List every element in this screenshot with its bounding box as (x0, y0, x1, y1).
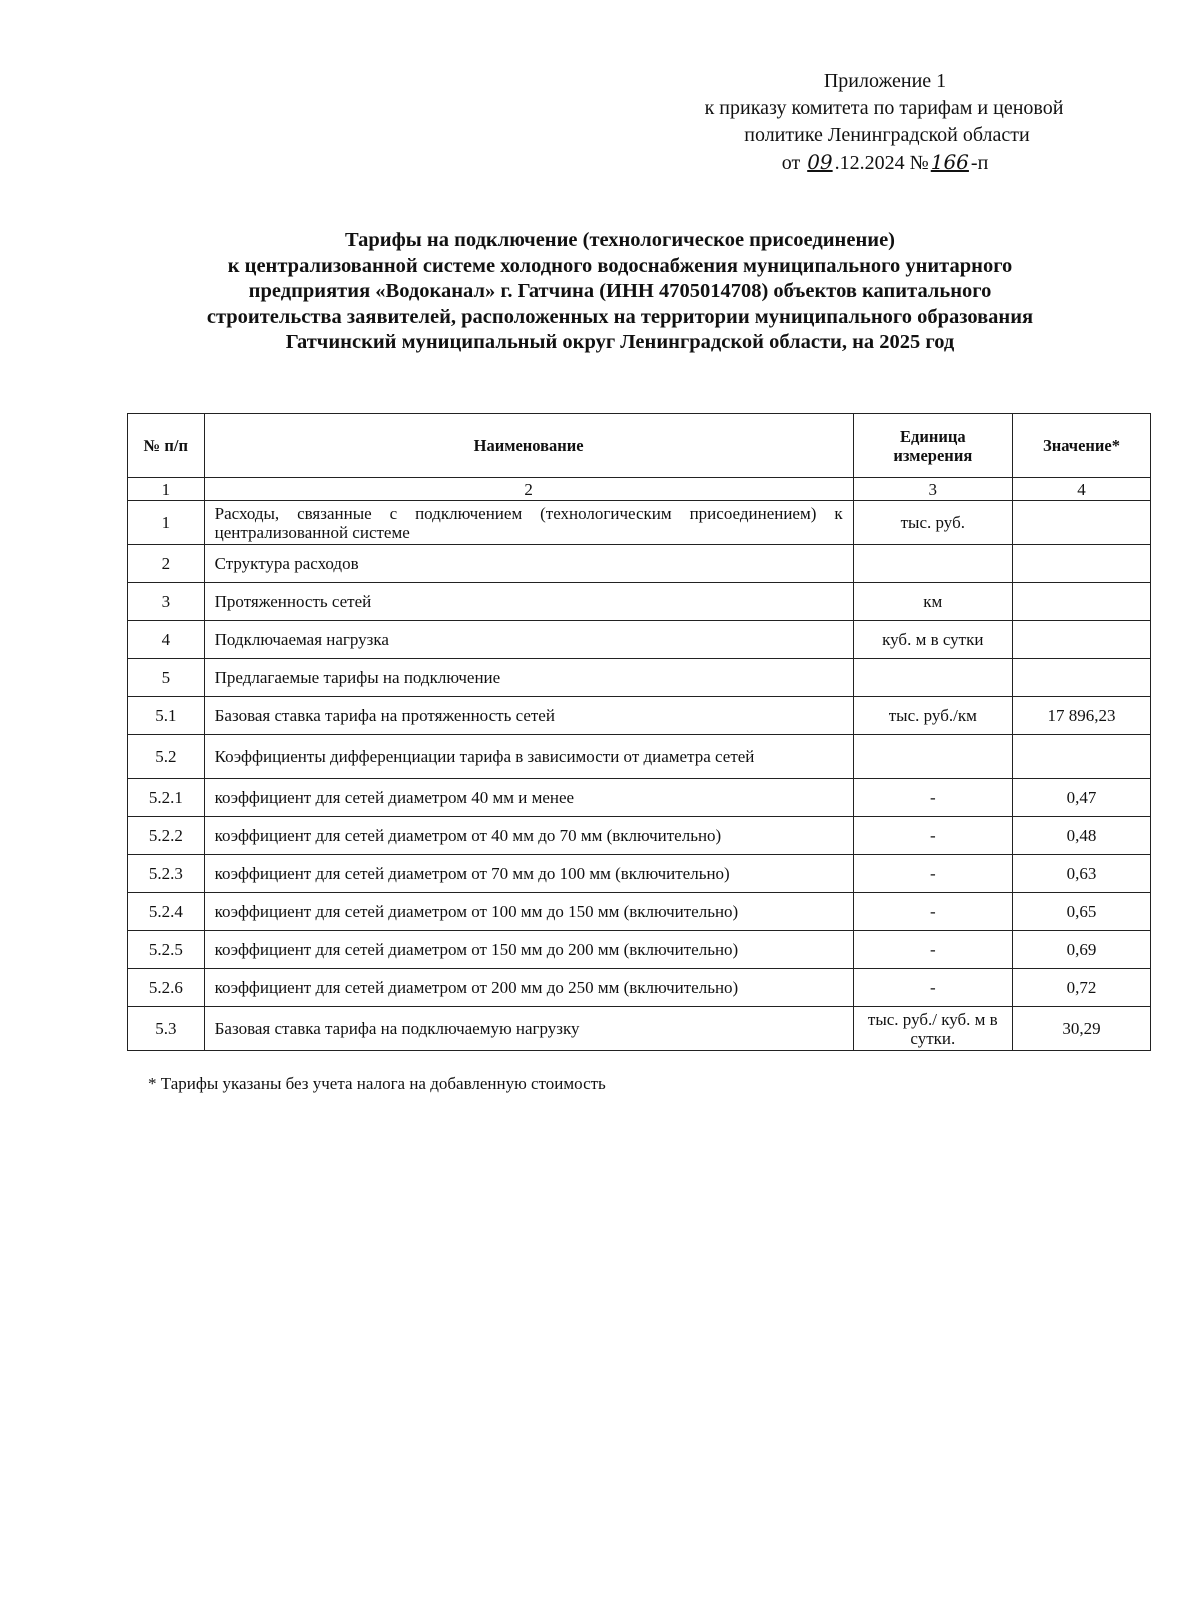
column-index-row (128, 478, 1151, 501)
row-value: 0,69 (1013, 931, 1151, 969)
title-line-1: Тарифы на подключение (технологическое присоединение) (344, 229, 896, 251)
row-name: коэффициент для сетей диаметром от 40 мм до 70 мм (включительно) (204, 817, 853, 855)
row-unit: тыс. руб./км (853, 697, 1012, 735)
header-value: Значение* (1013, 414, 1151, 478)
row-num: 5.2 (128, 735, 205, 779)
row-num: 5 (128, 659, 205, 697)
row-value (1013, 545, 1151, 583)
row-unit: км (853, 583, 1012, 621)
order-reference-line: к приказу комитета по тарифам и ценовой (704, 97, 1064, 119)
column-index: 3 (853, 478, 1012, 501)
row-value: 0,48 (1013, 817, 1151, 855)
row-value (1013, 735, 1151, 779)
header-num: № п/п (128, 414, 205, 478)
row-unit: - (853, 969, 1012, 1007)
row-name: Базовая ставка тарифа на подключаемую нагрузку (204, 1007, 853, 1051)
title-line-3: предприятия «Водоканал» г. Гатчина (ИНН 4705014708) объектов капитального (248, 280, 992, 302)
row-value (1013, 501, 1151, 545)
row-name: Протяженность сетей (204, 583, 853, 621)
footnote: * Тарифы указаны без учета налога на добавленную стоимость (148, 1074, 606, 1093)
row-unit: тыс. руб./ куб. м в сутки. (853, 1007, 1012, 1051)
row-name: коэффициент для сетей диаметром от 100 мм до 150 мм (включительно) (204, 893, 853, 931)
row-num: 2 (128, 545, 205, 583)
row-value (1013, 583, 1151, 621)
header-name: Наименование (204, 414, 853, 478)
row-unit: - (853, 779, 1012, 817)
row-num: 5.1 (128, 697, 205, 735)
row-num: 1 (128, 501, 205, 545)
date-prefix: от (781, 152, 801, 174)
row-value: 0,47 (1013, 779, 1151, 817)
handwritten-order-number: 166 (930, 150, 969, 174)
order-date-line (782, 149, 989, 176)
row-num: 4 (128, 621, 205, 659)
row-num: 3 (128, 583, 205, 621)
row-unit: тыс. руб. (853, 501, 1012, 545)
committee-line: политике Ленинградской области (744, 124, 1030, 146)
column-index: 1 (128, 478, 205, 501)
date-rest: .12.2024 № (834, 152, 929, 174)
row-value (1013, 659, 1151, 697)
table-row (128, 931, 1151, 969)
table-row (128, 583, 1151, 621)
row-unit: - (853, 855, 1012, 893)
row-unit (853, 659, 1012, 697)
column-index: 4 (1013, 478, 1151, 501)
row-value: 17 896,23 (1013, 697, 1151, 735)
table-row (128, 659, 1151, 697)
row-name: Базовая ставка тарифа на протяженность сетей (204, 697, 853, 735)
table-row (128, 1007, 1151, 1051)
row-value: 0,72 (1013, 969, 1151, 1007)
table-row (128, 697, 1151, 735)
table-row (128, 969, 1151, 1007)
row-num: 5.2.3 (128, 855, 205, 893)
table-header-row (128, 414, 1151, 478)
order-suffix: -п (970, 152, 989, 174)
table-row (128, 893, 1151, 931)
row-name: Коэффициенты дифференциации тарифа в зависимости от диаметра сетей (204, 735, 853, 779)
tariff-table (127, 413, 1151, 1051)
title-line-2: к централизованной системе холодного водоснабжения муниципального унитарного (227, 254, 1013, 277)
appendix-label: Приложение 1 (823, 70, 947, 92)
title-line-5: Гатчинский муниципальный округ Ленинградской области, на 2025 год (285, 331, 955, 353)
row-value: 30,29 (1013, 1007, 1151, 1051)
row-unit (853, 545, 1012, 583)
title-line-4: строительства заявителей, расположенных на территории муниципального образования (206, 305, 1034, 328)
row-unit: куб. м в сутки (853, 621, 1012, 659)
row-unit (853, 735, 1012, 779)
column-index: 2 (204, 478, 853, 501)
row-value: 0,65 (1013, 893, 1151, 931)
header-unit: Единица измерения (853, 414, 1012, 478)
table-row (128, 735, 1151, 779)
row-name: коэффициент для сетей диаметром от 70 мм до 100 мм (включительно) (204, 855, 853, 893)
row-unit: - (853, 931, 1012, 969)
row-name: Расходы, связанные с подключением (технологическим присоединением) к централизованной системе (204, 501, 853, 545)
row-num: 5.2.2 (128, 817, 205, 855)
table-row (128, 855, 1151, 893)
table-row (128, 817, 1151, 855)
table-row (128, 501, 1151, 545)
row-num: 5.2.6 (128, 969, 205, 1007)
row-num: 5.2.4 (128, 893, 205, 931)
handwritten-day: 09 (807, 150, 833, 174)
row-name: Предлагаемые тарифы на подключение (204, 659, 853, 697)
row-name: коэффициент для сетей диаметром 40 мм и менее (204, 779, 853, 817)
row-name: коэффициент для сетей диаметром от 200 мм до 250 мм (включительно) (204, 969, 853, 1007)
row-name: коэффициент для сетей диаметром от 150 мм до 200 мм (включительно) (204, 931, 853, 969)
row-unit: - (853, 817, 1012, 855)
row-num: 5.3 (128, 1007, 205, 1051)
row-name: Структура расходов (204, 545, 853, 583)
row-num: 5.2.5 (128, 931, 205, 969)
table-row (128, 545, 1151, 583)
table-row (128, 621, 1151, 659)
row-value (1013, 621, 1151, 659)
row-value: 0,63 (1013, 855, 1151, 893)
row-unit: - (853, 893, 1012, 931)
row-num: 5.2.1 (128, 779, 205, 817)
table-row (128, 779, 1151, 817)
row-name: Подключаемая нагрузка (204, 621, 853, 659)
document-title (120, 228, 1120, 356)
